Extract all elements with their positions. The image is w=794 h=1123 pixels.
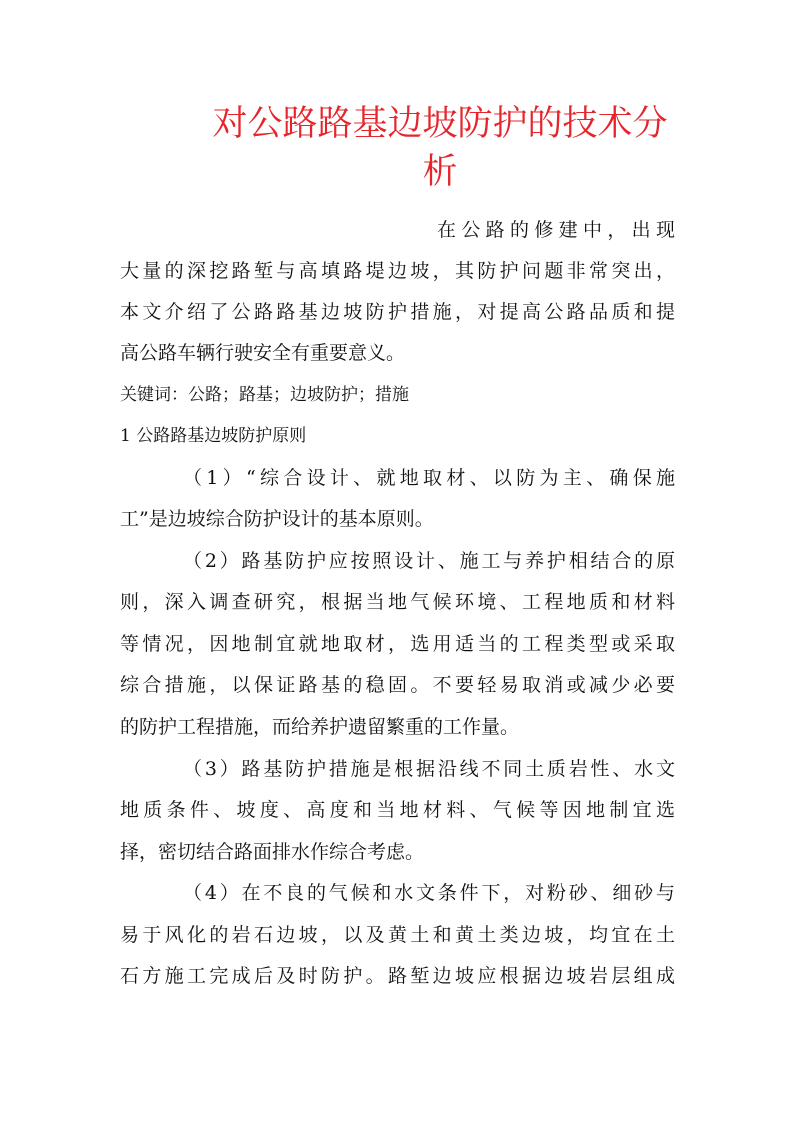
paragraph-line: 石方施工完成后及时防护。路堑边坡应根据边坡岩层组成 bbox=[120, 965, 675, 987]
paragraph-line: 择，密切结合路面排水作综合考虑。 bbox=[120, 841, 425, 863]
paragraph-line: 综合措施，以保证路基的稳固。不要轻易取消或减少必要 bbox=[120, 674, 675, 696]
keywords: 关键词：公路；路基；边坡防护；措施 bbox=[120, 385, 409, 405]
section-heading: 1 公路路基边坡防护原则 bbox=[120, 426, 307, 446]
paragraph-line: （3）路基防护措施是根据沿线不同土质岩性、水文 bbox=[183, 758, 675, 780]
paragraph-line: （1）“综合设计、就地取材、以防为主、确保施 bbox=[183, 467, 675, 489]
paragraph-line: （2）路基防护应按照设计、施工与养护相结合的原 bbox=[183, 550, 675, 572]
document-title bbox=[120, 100, 760, 196]
paragraph-line: 地质条件、坡度、高度和当地材料、气候等因地制宜选 bbox=[120, 799, 675, 821]
paragraph-line: 工”是边坡综合防护设计的基本原则。 bbox=[120, 508, 434, 530]
paragraph-line: 的防护工程措施，而给养护遗留繁重的工作量。 bbox=[120, 716, 520, 738]
paragraph-line: 易于风化的岩石边坡，以及黄土和黄土类边坡，均宜在土 bbox=[120, 924, 675, 946]
abstract-line: 高公路车辆行驶安全有重要意义。 bbox=[120, 342, 406, 364]
paragraph-line: （4）在不良的气候和水文条件下，对粉砂、细砂与 bbox=[183, 882, 675, 904]
title-line-1: 对公路路基边坡防护的技术分 bbox=[212, 104, 668, 144]
paragraph-line: 则，深入调查研究，根据当地气候环境、工程地质和材料 bbox=[120, 591, 675, 613]
abstract-line: 大量的深挖路堑与高填路堤边坡，其防护问题非常突出， bbox=[120, 260, 675, 282]
paragraph-line: 等情况，因地制宜就地取材，选用适当的工程类型或采取 bbox=[120, 633, 675, 655]
abstract-line: 本文介绍了公路路基边坡防护措施，对提高公路品质和提 bbox=[120, 301, 675, 323]
title-line-2: 析 bbox=[422, 152, 458, 192]
abstract-line: 在公路的修建中，出现 bbox=[437, 219, 675, 241]
